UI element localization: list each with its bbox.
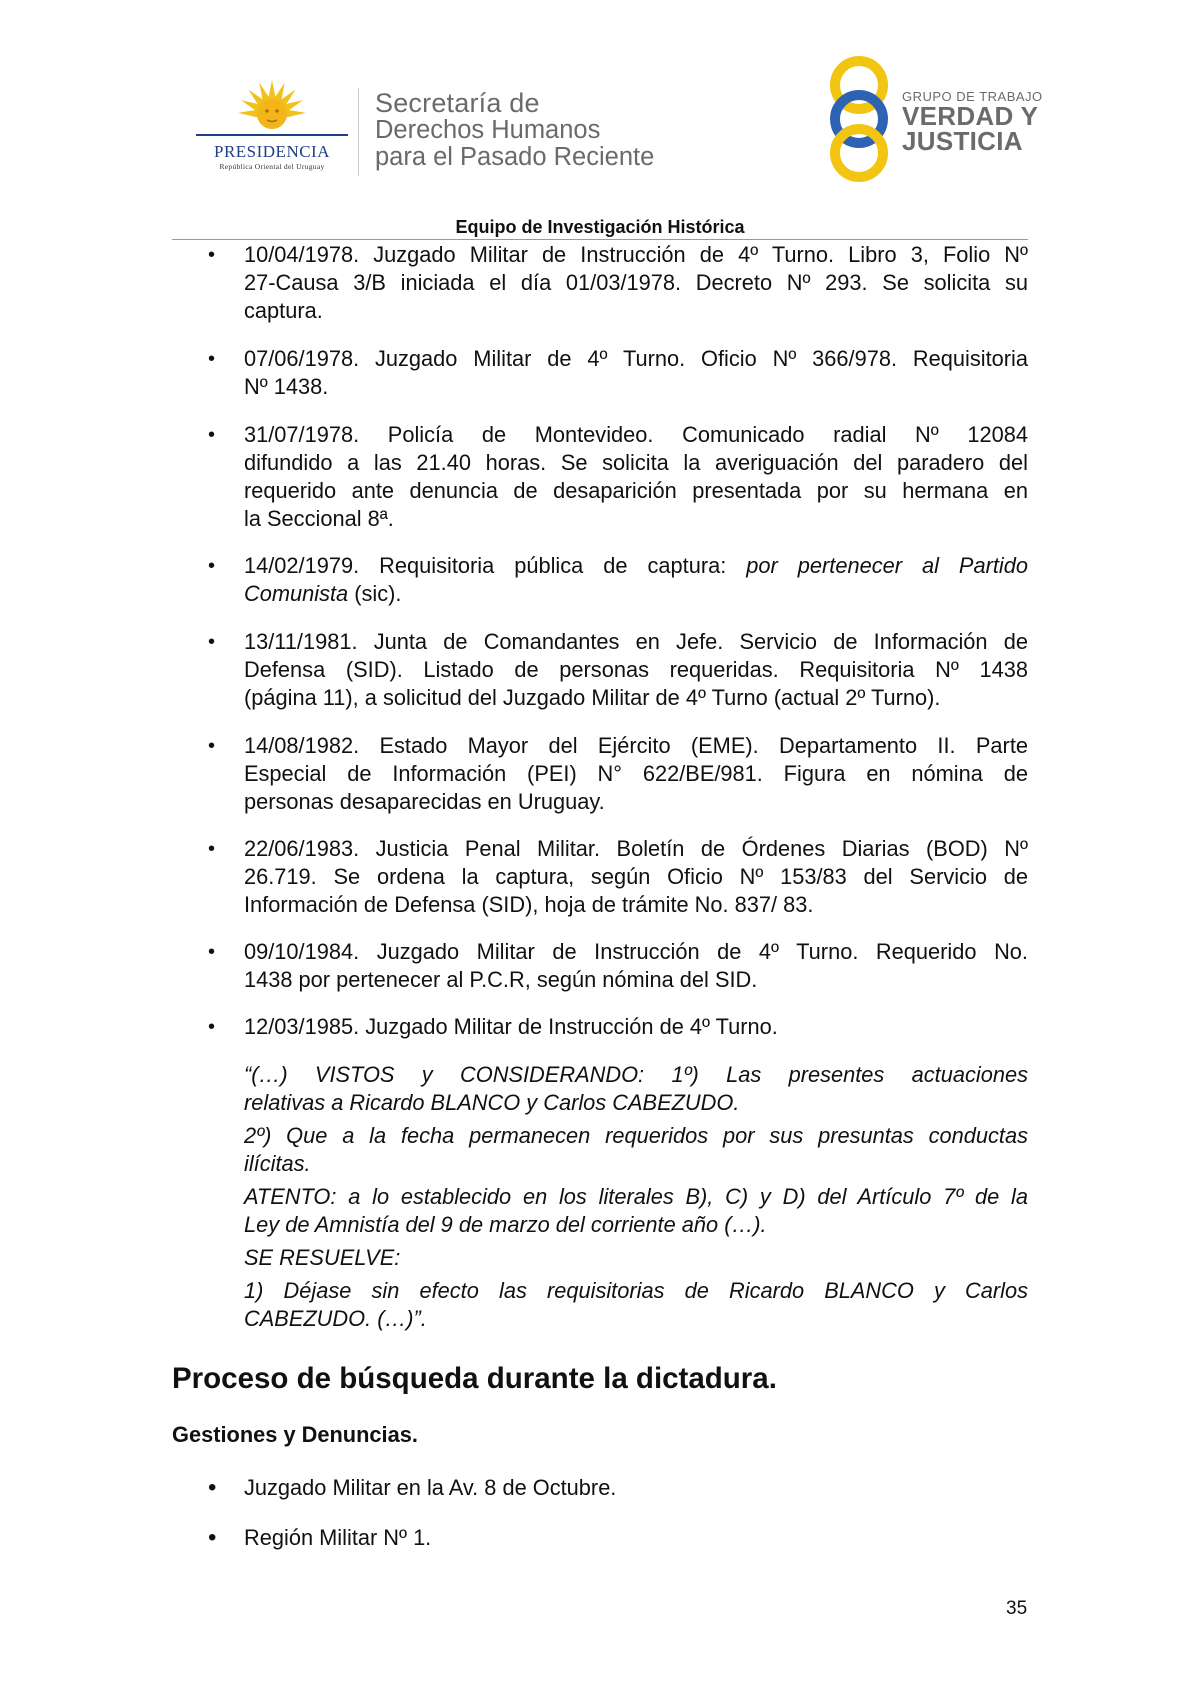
page-number: 35 (1006, 1598, 1028, 1619)
list-item (244, 552, 1028, 608)
quote-line: 2º) Que a la fecha permanecen requeridos por sus presuntas conductas (244, 1123, 1028, 1148)
list-item-line: 12/03/1985. Juzgado Militar de Instrucción de 4º Turno. (244, 1014, 778, 1039)
list-item-line: 10/04/1978. Juzgado Militar de Instrucción de 4º Turno. Libro 3, Folio Nº (244, 242, 1028, 267)
quote-line: CABEZUDO. (…)”. (244, 1306, 427, 1331)
list-item-line (244, 580, 1028, 608)
list-item-line: Especial de Información (PEI) N° 622/BE/981. Figura en nómina de (244, 761, 1028, 786)
list-item (244, 1524, 1028, 1552)
secretaria-line2: Derechos Humanos (375, 116, 601, 144)
bullet-marker: • (208, 555, 216, 577)
entry-text: 14/02/1979. Requisitoria pública de captura: (244, 553, 747, 578)
list-item-line: 22/06/1983. Justicia Penal Militar. Boletín de Órdenes Diarias (BOD) Nº (244, 836, 1028, 861)
grupo-line2: VERDAD Y (902, 101, 1039, 131)
list-item-line: personas desaparecidas en Uruguay. (244, 789, 605, 814)
list-item-line: Juzgado Militar en la Av. 8 de Octubre. (244, 1475, 617, 1500)
list-item-line: 07/06/1978. Juzgado Militar de 4º Turno. Oficio Nº 366/978. Requisitoria (244, 346, 1028, 371)
quote-paragraph (244, 1061, 1028, 1117)
quote-paragraph (244, 1277, 1028, 1333)
list-item-line: Región Militar Nº 1. (244, 1525, 432, 1550)
verdad-justicia-rings-logo (822, 55, 896, 183)
list-item-line: la Seccional 8ª. (244, 506, 394, 531)
secretaria-line3: para el Pasado Reciente (375, 143, 655, 171)
quote-line: SE RESUELVE: (244, 1245, 401, 1270)
list-item (244, 345, 1028, 401)
list-item (244, 732, 1028, 816)
list-item (244, 421, 1028, 533)
secretaria-wordmark (375, 90, 654, 171)
grupo-line1: GRUPO DE TRABAJO (902, 89, 1043, 104)
quote-paragraph (244, 1183, 1028, 1239)
list-item-line: difundido a las 21.40 horas. Se solicita la averiguación del paradero del (244, 450, 1028, 475)
bullet-marker: • (208, 1016, 216, 1038)
list-item (244, 241, 1028, 325)
header-rule (172, 239, 1028, 240)
list-item (244, 1474, 1028, 1502)
list-item-line: Nº 1438. (244, 374, 329, 399)
list-item-line: Información de Defensa (SID), hoja de trámite No. 837/ 83. (244, 892, 814, 917)
list-item (244, 1013, 1028, 1041)
quote-line: ATENTO: a lo establecido en los literales B), C) y D) del Artículo 7º de la (244, 1184, 1028, 1209)
list-item-line: 27-Causa 3/B iniciada el día 01/03/1978. Decreto Nº 293. Se solicita su (244, 270, 1028, 295)
list-item (244, 835, 1028, 919)
quote-line: ilícitas. (244, 1151, 311, 1176)
bullet-marker: • (208, 941, 216, 963)
list-item-line: 1438 por pertenecer al P.C.R, según nómina del SID. (244, 967, 758, 992)
list-item-line: requerido ante denuncia de desaparición presentada por su hermana en (244, 478, 1028, 503)
quote-line: relativas a Ricardo BLANCO y Carlos CABEZUDO. (244, 1090, 740, 1115)
presidencia-subtitle: República Oriental del Uruguay (219, 162, 325, 171)
section-heading: Proceso de búsqueda durante la dictadura. (172, 1362, 777, 1395)
bullet-marker: • (208, 1474, 217, 1501)
secretaria-line1: Secretaría de (375, 88, 540, 118)
quote-paragraph (244, 1122, 1028, 1178)
bullet-marker: • (208, 244, 216, 266)
list-item (244, 628, 1028, 712)
grupo-line3: JUSTICIA (902, 126, 1023, 156)
header-divider (358, 88, 359, 176)
list-item-line: captura. (244, 298, 323, 323)
list-item-line: 26.719. Se ordena la captura, según Oficio Nº 153/83 del Servicio de (244, 864, 1028, 889)
quote-paragraph (244, 1244, 1028, 1272)
list-item-line: Defensa (SID). Listado de personas requeridas. Requisitoria Nº 1438 (244, 657, 1028, 682)
list-item-line (244, 552, 1028, 580)
presidencia-wordmark: PRESIDENCIA (213, 142, 330, 161)
grupo-trabajo-wordmark (902, 89, 1043, 154)
bullet-marker: • (208, 838, 216, 860)
entry-text-italic: por pertenecer al Partido (746, 553, 1028, 578)
list-item-line: 13/11/1981. Junta de Comandantes en Jefe. Servicio de Información de (244, 629, 1028, 654)
subsection-heading: Gestiones y Denuncias. (172, 1422, 418, 1447)
bullet-marker: • (208, 1524, 217, 1551)
bullet-marker: • (208, 424, 216, 446)
entry-text: (sic). (348, 581, 402, 606)
bullet-marker: • (208, 735, 216, 757)
entry-text-italic: Comunista (244, 581, 349, 606)
list-item-line: (página 11), a solicitud del Juzgado Militar de 4º Turno (actual 2º Turno). (244, 685, 941, 710)
bullet-marker: • (208, 348, 216, 370)
list-item-line: 31/07/1978. Policía de Montevideo. Comunicado radial Nº 12084 (244, 422, 1028, 447)
list-item-line: 14/08/1982. Estado Mayor del Ejército (EME). Departamento II. Parte (244, 733, 1028, 758)
page-header (0, 0, 1190, 240)
quote-line: Ley de Amnistía del 9 de marzo del corriente año (…). (244, 1212, 767, 1237)
list-item-line: 09/10/1984. Juzgado Militar de Instrucción de 4º Turno. Requerido No. (244, 939, 1028, 964)
section-title: Equipo de Investigación Histórica (455, 217, 745, 237)
bullet-marker: • (208, 631, 216, 653)
quote-line: 1) Déjase sin efecto las requisitorias de Ricardo BLANCO y Carlos (244, 1278, 1028, 1303)
list-item (244, 938, 1028, 994)
quote-line: “(…) VISTOS y CONSIDERANDO: 1º) Las presentes actuaciones (244, 1062, 1028, 1087)
